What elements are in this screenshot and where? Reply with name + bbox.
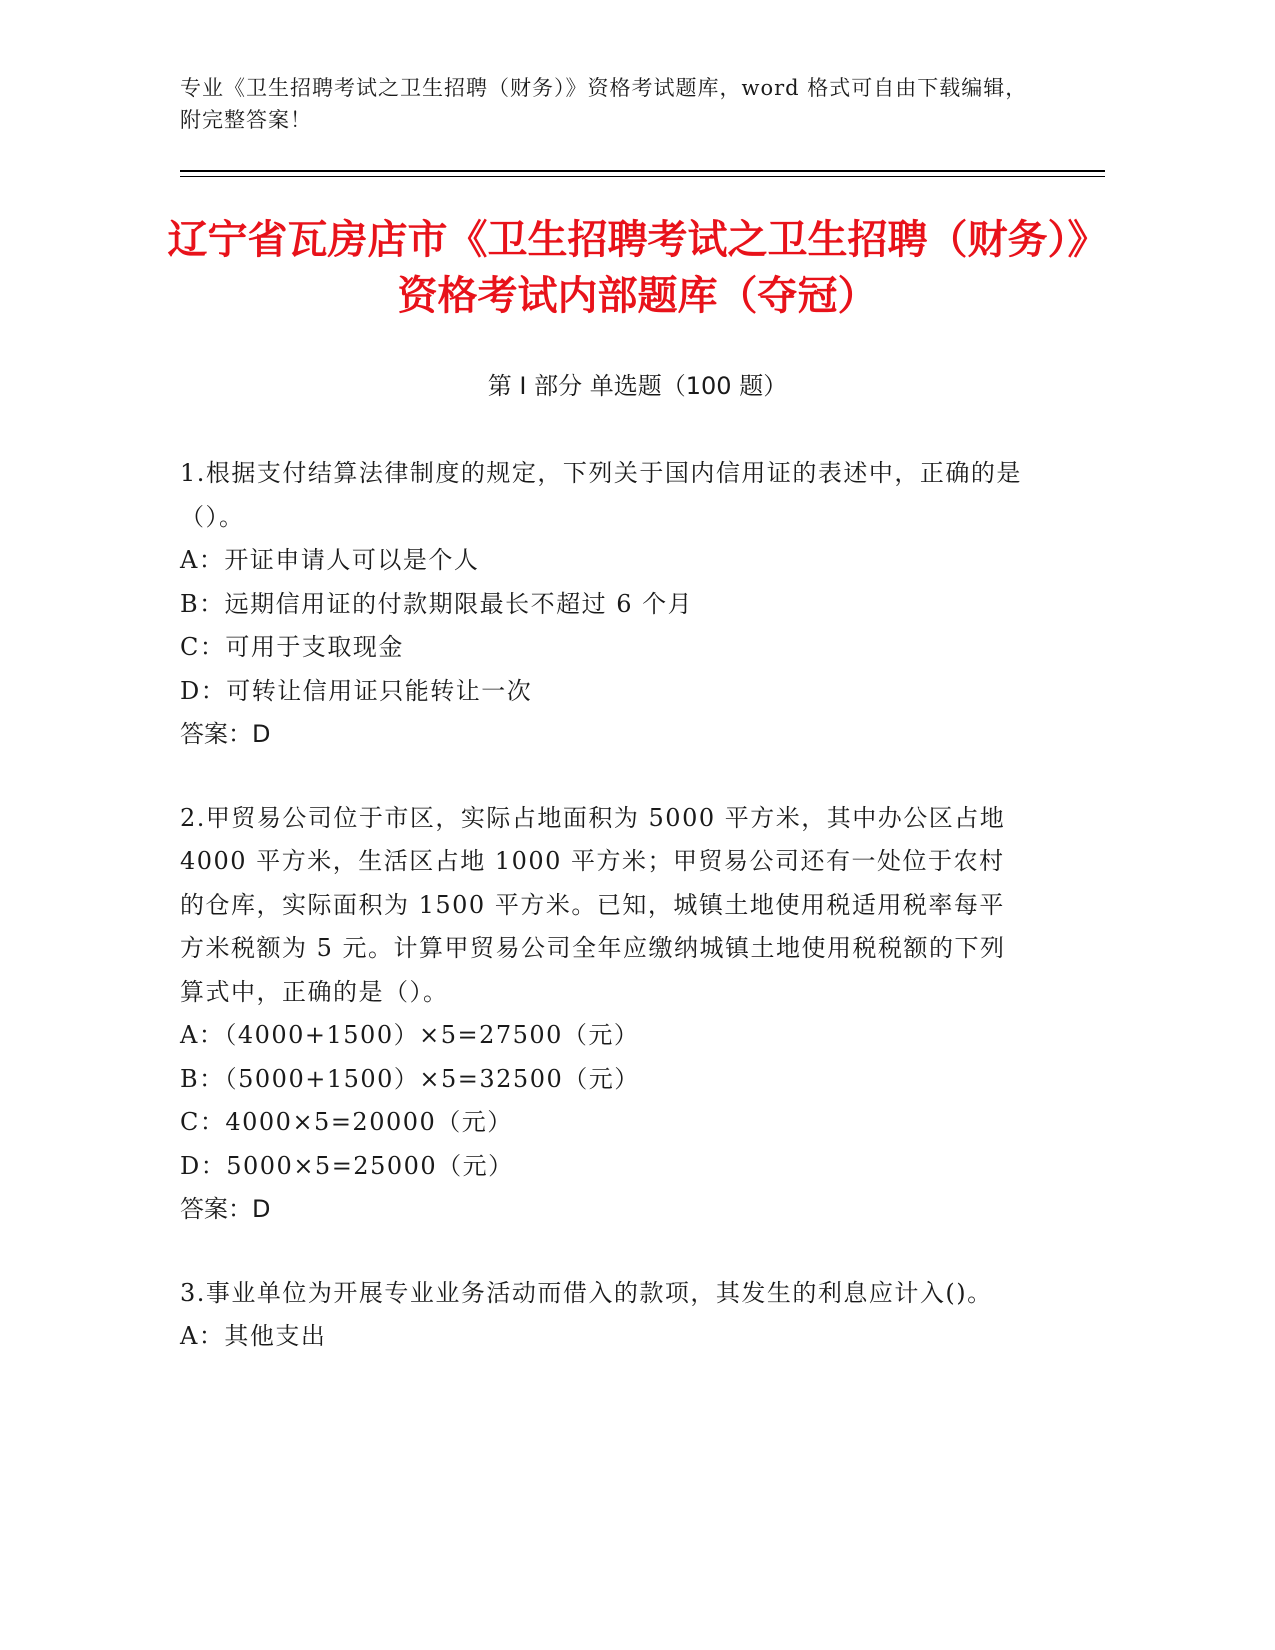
question-stem: 2.甲贸易公司位于市区，实际占地面积为 5000 平方米，其中办公区占地 4000 平方米，生活区占地 1000 平方米；甲贸易公司还有一处位于农村的仓库，实际面积为 1500 平方米。已知，城镇土地使用税适用税率每平方米税额为 5 元。计算甲贸易公司全年应缴纳城镇土地使用税税额的下列算式中，正确的是（）。 — [180, 803, 1006, 1006]
document-title: 辽宁省瓦房店市《卫生招聘考试之卫生招聘（财务）》资格考试内部题库（夺冠） — [167, 217, 1108, 319]
option-a: A：其他支出 — [180, 1322, 327, 1350]
option-d: D：5000×5=25000（元） — [180, 1151, 514, 1180]
answer-line: 答案：D — [180, 1195, 271, 1223]
option-a: A：（4000+1500）×5=27500（元） — [180, 1021, 640, 1049]
question-2 — [180, 797, 1030, 1232]
option-d: D：可转让信用证只能转让一次 — [180, 676, 533, 705]
question-list — [180, 452, 1030, 1399]
header-divider-thick — [180, 170, 1105, 172]
option-a: A：开证申请人可以是个人 — [180, 546, 480, 574]
header-divider-thin — [180, 176, 1105, 177]
option-b: B：远期信用证的付款期限最长不超过 6 个月 — [180, 589, 694, 618]
question-stem: 1.根据支付结算法律制度的规定，下列关于国内信用证的表述中，正确的是（）。 — [180, 459, 1022, 531]
option-b: B：（5000+1500）×5=32500（元） — [180, 1064, 640, 1093]
question-stem: 3.事业单位为开展专业业务活动而借入的款项，其发生的利息应计入()。 — [180, 1278, 993, 1307]
section-title: 第 I 部分 单选题（100 题） — [487, 372, 788, 400]
option-c: C：4000×5=20000（元） — [180, 1108, 513, 1136]
header-note: 专业《卫生招聘考试之卫生招聘（财务）》资格考试题库，word 格式可自由下载编辑，附完整答案！ — [180, 76, 1028, 132]
option-c: C：可用于支取现金 — [180, 633, 404, 661]
question-1 — [180, 452, 1030, 757]
answer-line: 答案：D — [180, 720, 271, 748]
question-3 — [180, 1272, 1030, 1359]
